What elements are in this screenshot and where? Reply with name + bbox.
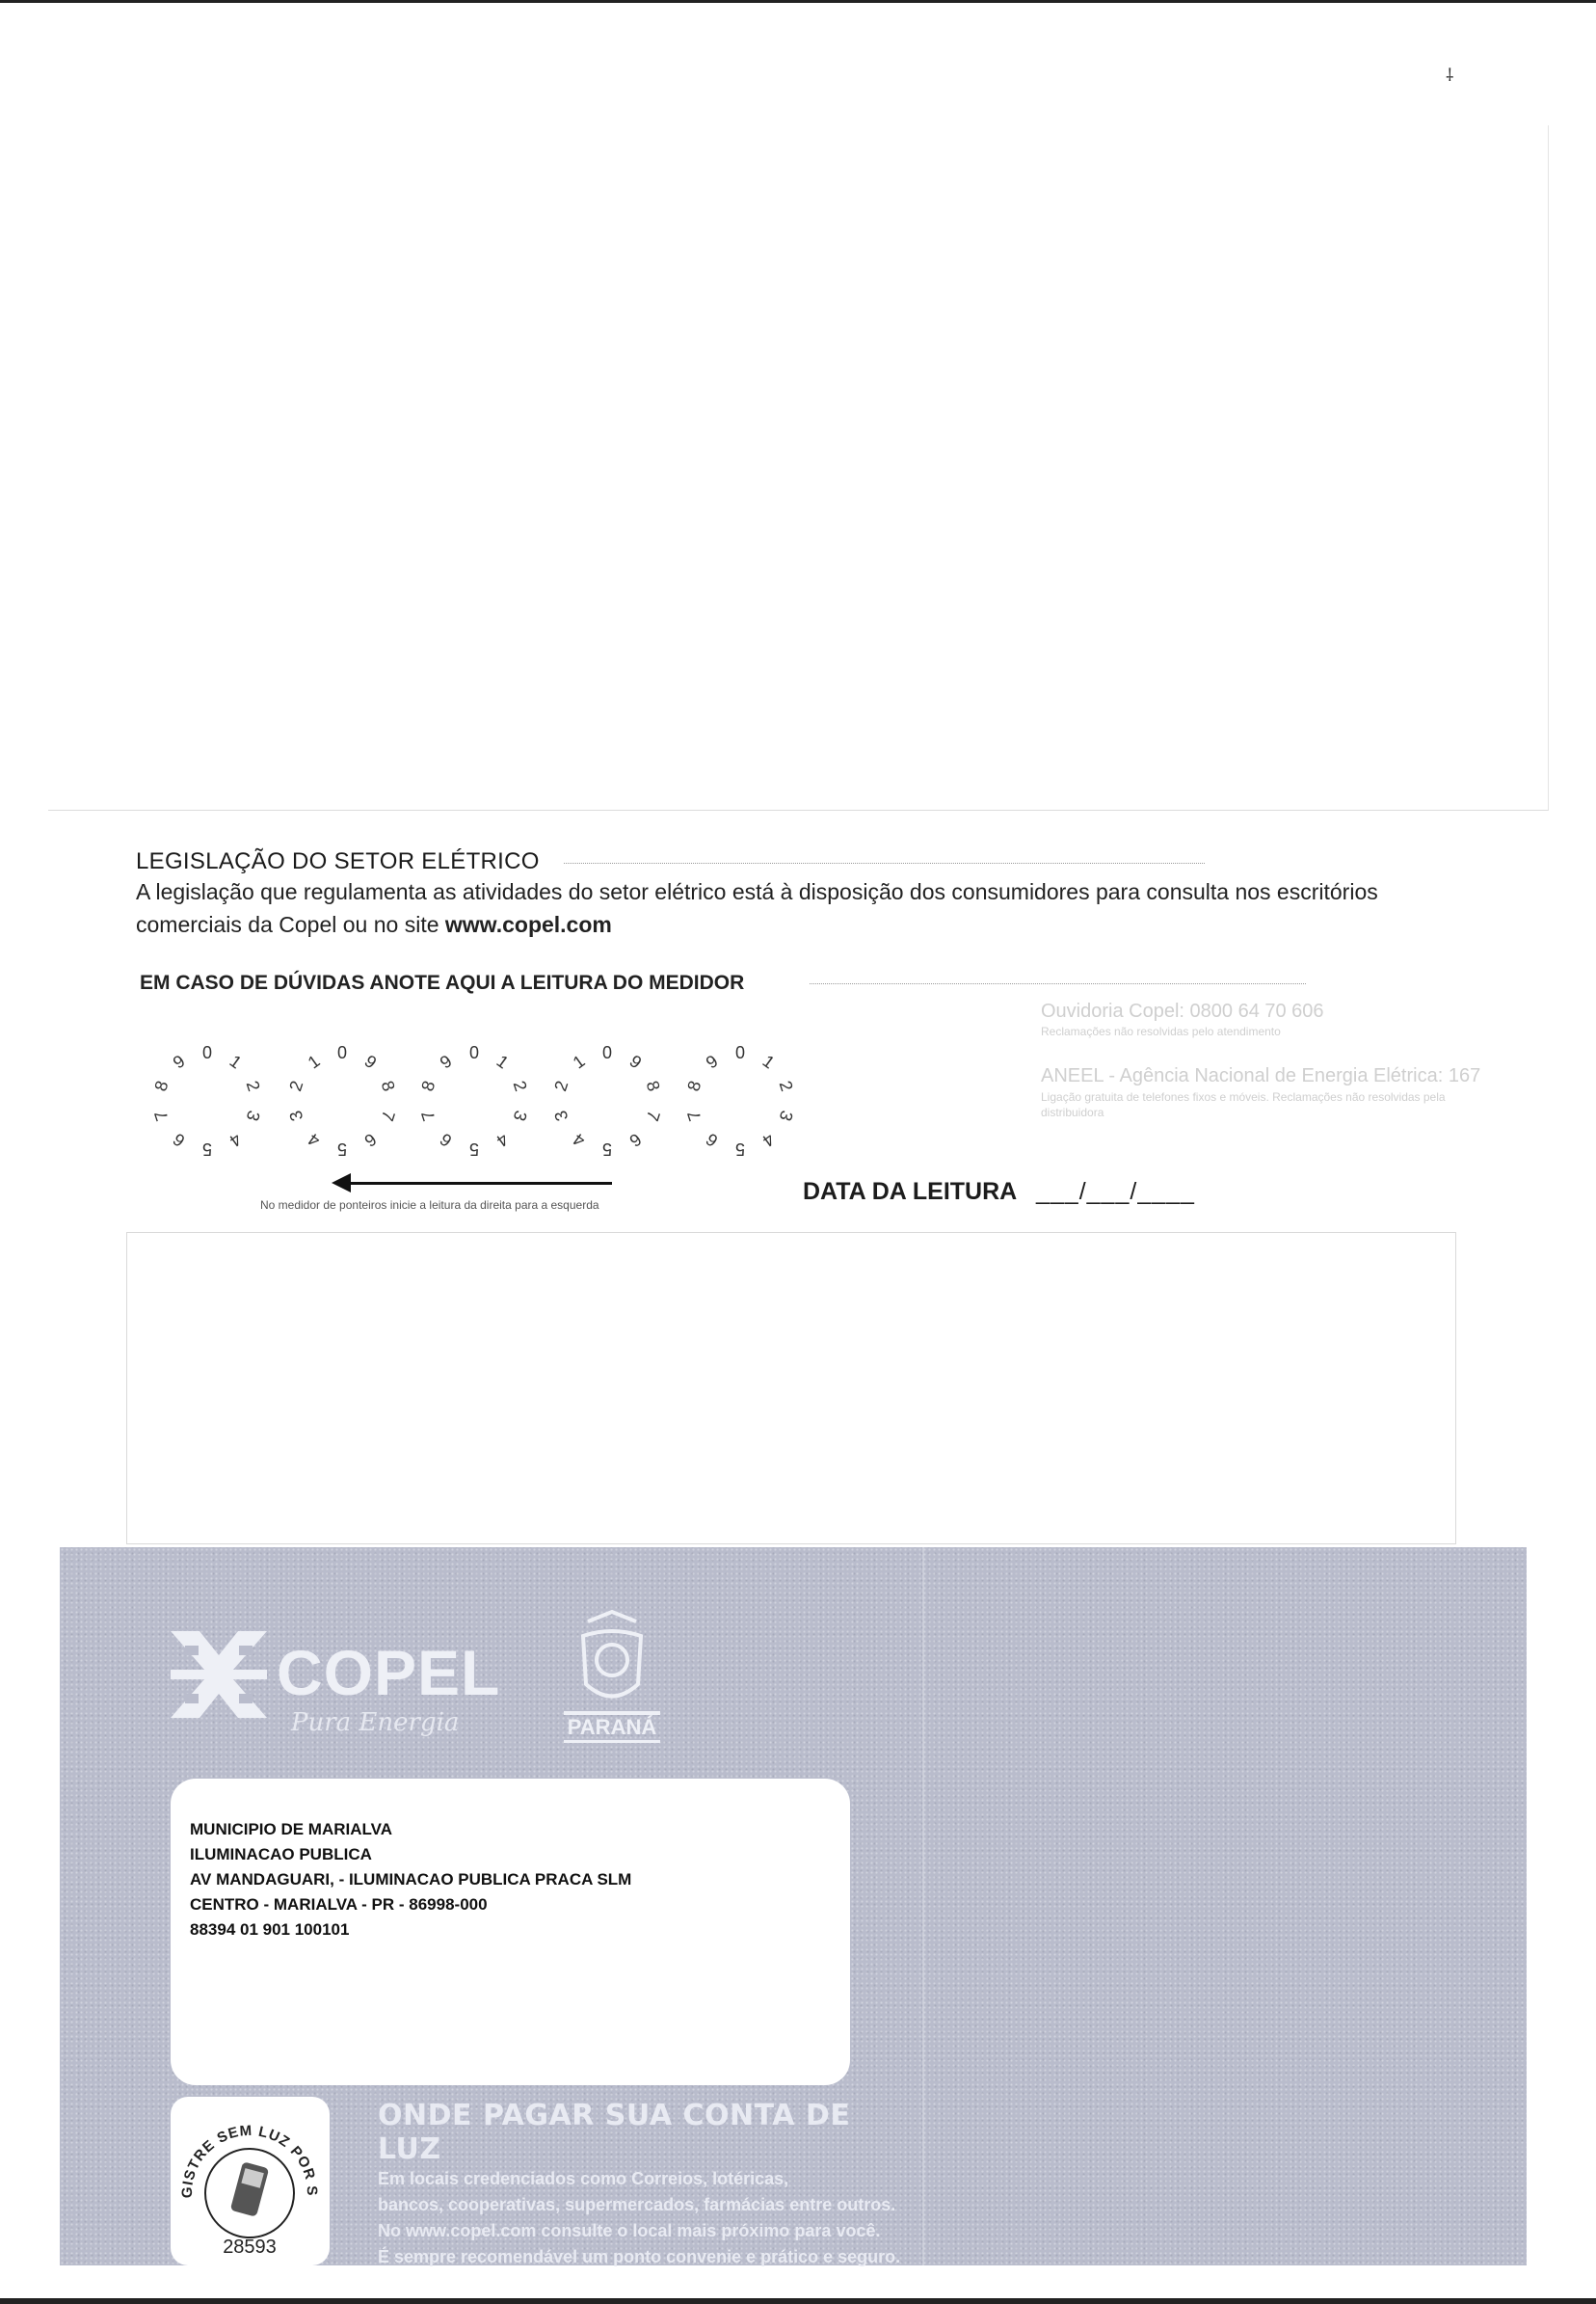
parana-crest-icon — [549, 1607, 675, 1752]
dial-digit: 9 — [625, 1051, 646, 1073]
dial-digit: 7 — [642, 1108, 664, 1124]
dial-digit: 5 — [601, 1139, 613, 1159]
dial-digit: 4 — [569, 1129, 589, 1151]
duvidas-dotted-rule — [810, 983, 1306, 984]
where-to-pay — [378, 2099, 918, 2270]
dial-digit: 0 — [336, 1043, 348, 1062]
dial-digit: 5 — [336, 1139, 348, 1159]
dial-digit: 5 — [734, 1139, 746, 1159]
sms-number: 28593 — [223, 2237, 277, 2258]
copel-brand: COPEL — [277, 1637, 501, 1708]
bottom-border — [0, 2298, 1596, 2304]
dial-digit: 9 — [436, 1051, 456, 1073]
dial-digit: 1 — [569, 1051, 589, 1073]
blank-upper-panel — [48, 125, 1549, 811]
meter-dials-graphic — [150, 1031, 819, 1176]
dial-digit: 9 — [702, 1051, 722, 1073]
dial-digit: 4 — [758, 1129, 779, 1151]
dial-digit: 8 — [377, 1078, 399, 1094]
aneel-note: Ligação gratuita de telefones fixos e móveis. Reclamações não resolvidas pela distribuidora — [1041, 1090, 1446, 1119]
legislacao-dotted-rule — [564, 863, 1205, 864]
where-to-pay-line: bancos, cooperativas, supermercados, farmácias entre outros. — [378, 2195, 896, 2214]
dial-digit: 0 — [468, 1043, 480, 1062]
dial-digit: 3 — [509, 1108, 531, 1124]
dial-digit: 6 — [625, 1129, 646, 1151]
dial-digit: 7 — [417, 1108, 439, 1124]
scan-mark: ⸸ — [1446, 66, 1454, 85]
dial-digit: 2 — [242, 1078, 264, 1094]
legislacao-link[interactable]: www.copel.com — [444, 912, 612, 937]
dial-digit: 0 — [201, 1043, 213, 1062]
arrow-left-shaft — [347, 1182, 612, 1185]
envelope-fold — [922, 1547, 924, 2265]
dial-digit: 6 — [436, 1129, 456, 1151]
dial-digit: 3 — [285, 1108, 307, 1124]
address-window — [171, 1779, 850, 2085]
dial-digit: 4 — [304, 1129, 324, 1151]
parana-label: PARANÁ — [567, 1715, 657, 1739]
dial-digit: 9 — [169, 1051, 189, 1073]
ouvidoria-note: Reclamações não resolvidas pelo atendimento — [1041, 1025, 1281, 1038]
dial-digit: 3 — [242, 1108, 264, 1124]
dial-digit: 5 — [468, 1139, 480, 1159]
pointer-instruction: No medidor de ponteiros inicie a leitura da direita para a esquerda — [260, 1198, 599, 1212]
address-line: AV MANDAGUARI, - ILUMINACAO PUBLICA PRACA SLM — [190, 1870, 632, 1889]
legislacao-text-body: A legislação que regulamenta as atividades do setor elétrico está à disposição dos consumidores para consulta nos escritórios comerciais da Copel ou no site — [136, 879, 1378, 937]
dial-digit: 8 — [417, 1078, 439, 1094]
copel-logo-icon — [166, 1626, 272, 1723]
dial-digit: 4 — [492, 1129, 513, 1151]
dial-digit: 2 — [775, 1078, 797, 1094]
data-leitura-blanks: ___/___/____ — [1036, 1178, 1195, 1205]
copel-slogan: Pura Energia — [291, 1708, 460, 1737]
ouvidoria-line: Ouvidoria Copel: 0800 64 70 606 — [1041, 1001, 1324, 1022]
where-to-pay-line: Em locais credenciados como Correios, lotéricas, — [378, 2169, 789, 2188]
address-line: MUNICIPIO DE MARIALVA — [190, 1820, 392, 1838]
dial-digit: 0 — [734, 1043, 746, 1062]
dial-digit: 8 — [150, 1078, 173, 1094]
dial-digit: 8 — [683, 1078, 705, 1094]
dial-digit: 7 — [150, 1108, 173, 1124]
address-line: 88394 01 901 100101 — [190, 1920, 350, 1939]
address-line: CENTRO - MARIALVA - PR - 86998-000 — [190, 1895, 488, 1914]
sms-arc-text: GISTRE SEM LUZ POR S — [178, 2122, 321, 2199]
where-to-pay-line: É sempre recomendável um ponto convenie e prático e seguro. — [378, 2247, 901, 2266]
dial-digit: 1 — [226, 1051, 246, 1073]
where-to-pay-title: ONDE PAGAR SUA CONTA DE LUZ — [378, 2099, 851, 2166]
dial-digit: 5 — [201, 1139, 213, 1159]
where-to-pay-line: No www.copel.com consulte o local mais próximo para você. — [378, 2221, 881, 2240]
address-line: ILUMINACAO PUBLICA — [190, 1845, 372, 1863]
legislacao-title: LEGISLAÇÃO DO SETOR ELÉTRICO — [136, 848, 540, 874]
dial-digit: 3 — [775, 1108, 797, 1124]
dial-digit: 6 — [702, 1129, 722, 1151]
blank-middle-panel — [126, 1232, 1456, 1544]
top-border — [0, 0, 1596, 3]
dial-digit: 2 — [509, 1078, 531, 1094]
dial-digit: 4 — [226, 1129, 246, 1151]
faded-contacts — [1041, 1001, 1494, 1120]
dial-digit: 2 — [550, 1078, 572, 1094]
phone-icon — [230, 2161, 270, 2216]
dial-digit: 8 — [642, 1078, 664, 1094]
meter-dials — [150, 1031, 819, 1176]
address-block — [190, 1817, 631, 1942]
dial-digit: 7 — [377, 1108, 399, 1124]
dial-digit: 2 — [285, 1078, 307, 1094]
duvidas-title: EM CASO DE DÚVIDAS ANOTE AQUI A LEITURA DO MEDIDOR — [140, 972, 745, 994]
dial-digit: 1 — [492, 1051, 513, 1073]
dial-digit: 1 — [758, 1051, 779, 1073]
dial-digit: 6 — [169, 1129, 189, 1151]
dial-digit: 7 — [683, 1108, 705, 1124]
sms-badge-graphic — [171, 2097, 330, 2265]
dial-digit: 0 — [601, 1043, 613, 1062]
dial-digit: 1 — [304, 1051, 324, 1073]
sms-badge — [171, 2097, 330, 2265]
legislacao-text — [136, 875, 1456, 941]
aneel-line: ANEEL - Agência Nacional de Energia Elétrica: 167 — [1041, 1065, 1481, 1086]
dial-digit: 3 — [550, 1108, 572, 1124]
envelope-section — [60, 1547, 1527, 2265]
data-leitura-label: DATA DA LEITURA — [803, 1178, 1018, 1205]
dial-digit: 9 — [360, 1051, 381, 1073]
dial-digit: 6 — [360, 1129, 381, 1151]
